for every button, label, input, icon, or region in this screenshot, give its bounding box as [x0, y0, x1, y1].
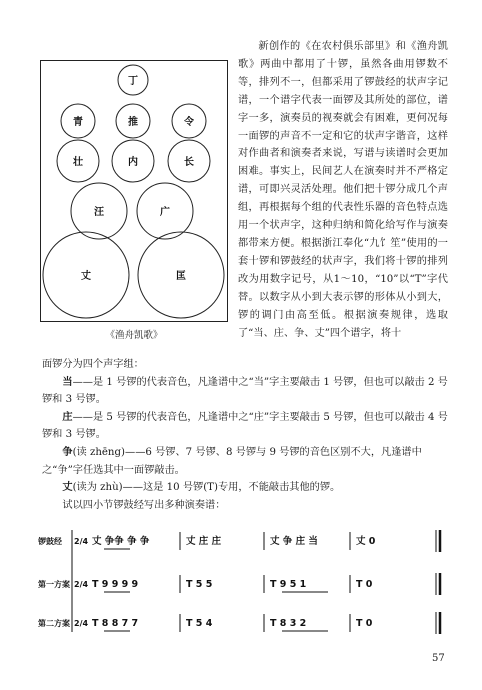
gong-label: 令: [184, 117, 194, 128]
percussion-score: [38, 520, 458, 640]
gong-label: 广: [160, 207, 170, 218]
term-dang: 当: [62, 375, 73, 388]
score-measure: T 0: [356, 579, 373, 590]
time-signature: 2/4: [74, 580, 89, 589]
right-column-paragraph: 新创作的《在农村俱乐部里》和《渔舟凯歌》两曲中都用了十锣，虽然各曲用锣数不等，排列不一，但都采用了锣鼓经的状声字记谱，一个谱字代表一面锣及其所处的部位，谱字一多，演奏员的视奏就会有困难，更何况每一面锣的声音不一定和它的状声字谐音，这样对作曲者和演奏者来说，写谱与读谱时会更加困难。事实上，民间艺人在演奏时并不严格定谱，可即兴灵活处理。他们把十锣分成几个声组，再根据每个组的代表性乐器的音色特点选用一个状声字，这种归纳和简化给写作与演奏都带来方便。根据浙江奉化“九饣笙”使用的一套十锣和锣鼓经的状声字，我们将十锣的排列改为用数字记号，从1～10，“10”以“T”字代替。以数字从小到大表示锣的形体从小到大，锣的调门由高至低。根据演奏规律，选取了“当、庄、争、丈”四个谱字，将十: [238, 41, 448, 339]
gong-label: 青: [73, 117, 83, 128]
score-row-label: 锣鼓经: [38, 537, 62, 546]
body-paragraph: 庄——是 5 号锣的代表音色，凡逢谱中之“庄”字主要敲击 5 号锣，但也可以敲击 4 号锣和 3 号锣。: [42, 410, 448, 441]
gong-arrangement-figure: [40, 60, 228, 322]
score-row-label: 第一方案: [38, 580, 70, 589]
gong-label: 汪: [94, 207, 104, 218]
gong-label: 匡: [176, 271, 186, 282]
score-measure: T 9 9 9 9: [92, 579, 139, 590]
body-paragraph: 争(读 zhēng)——6 号锣、7 号锣、8 号锣与 9 号锣的音色区别不大，凡逢谱中之“争”字任选其中一面锣敲击。: [42, 445, 422, 476]
score-row-label: 第二方案: [38, 619, 70, 628]
gong-label: 推: [128, 117, 138, 128]
gong-label: 长: [184, 157, 194, 168]
body-paragraph: 面锣分为四个声字组：: [42, 359, 144, 370]
term-zheng: 争: [62, 445, 73, 458]
score-measure: T 5 5: [186, 579, 213, 590]
body-text: [42, 356, 454, 514]
time-signature: 2/4: [74, 537, 89, 546]
score-measure: 丈 庄 庄: [186, 536, 222, 547]
body-paragraph: 当——是 1 号锣的代表音色，凡逢谱中之“当”字主要敲击 1 号锣，但也可以敲击 2 号锣和 3 号锣。: [42, 375, 448, 406]
score-measure: T 9 5 1: [270, 579, 307, 590]
time-signature: 2/4: [74, 619, 89, 628]
score-measure: 丈 0: [356, 536, 376, 547]
gong-label: 壮: [73, 157, 83, 168]
body-paragraph: 试以四小节锣鼓经写出多种演奏谱：: [62, 499, 226, 511]
gong-label: 丈: [81, 271, 91, 282]
score-measure: T 5 4: [186, 618, 213, 629]
page-number: 57: [432, 653, 445, 664]
score-measure: T 0: [356, 618, 373, 629]
gong-label: 内: [128, 157, 138, 168]
term-zhu: 丈: [62, 481, 73, 494]
score-measure: 丈 争争 争 争: [92, 536, 150, 547]
figure-caption: 《渔舟凯歌》: [105, 330, 163, 341]
gong-label: 丁: [128, 76, 138, 87]
score-measure: T 8 8 7 7: [92, 618, 139, 629]
score-measure: 丈 争 庄 当: [270, 536, 318, 547]
term-zhuang: 庄: [62, 410, 73, 423]
score-measure: T 8 3 2: [270, 618, 307, 629]
body-paragraph: 丈(读为 zhù)——这是 10 号锣(T)专用，不能敲击其他的锣。: [62, 481, 341, 494]
gong-circles-diagram: [41, 61, 227, 321]
